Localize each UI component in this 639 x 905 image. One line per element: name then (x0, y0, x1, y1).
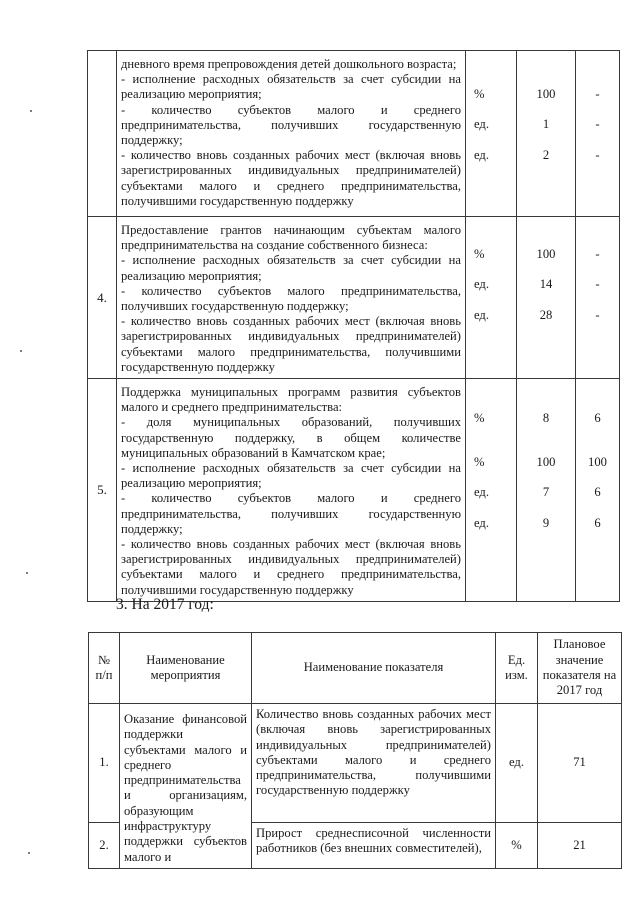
row-description (117, 217, 466, 379)
row-number: 1. (89, 704, 120, 823)
scan-speck (20, 350, 22, 352)
value-b: - (595, 277, 600, 292)
header-unit: Ед. изм. (496, 633, 538, 704)
table-row (88, 51, 620, 217)
value-cell (517, 379, 576, 602)
value-cell (576, 379, 620, 602)
row-number: 2. (89, 823, 120, 869)
unit-value: % (474, 455, 485, 470)
description-paragraph: - количество вновь созданных рабочих мест (включая вновь зарегистрированных индивидуальных предпринимателей) субъектами малого и среднего предпринимательства, получившими государственную поддержку (121, 148, 461, 208)
description-paragraph: - количество субъектов малого и среднего предпринимательства, получивших государственную поддержку; (121, 491, 461, 536)
indicator-name: Прирост среднесписочной численности работников (без внешних совместителей), (252, 823, 496, 869)
description-paragraph: - доля муниципальных образований, получивших государственную поддержку, в общем количестве муниципальных образований в Камчатском крае; (121, 415, 461, 460)
table-row (88, 217, 620, 379)
unit-value: ед. (474, 307, 489, 322)
unit-value: % (474, 87, 485, 101)
value-b: - (595, 247, 600, 261)
table-row (89, 704, 622, 823)
plan-value: 71 (538, 704, 622, 823)
value-b: 6 (594, 411, 601, 426)
description-paragraph: - исполнение расходных обязательств за счет субсидии на реализацию мероприятия; (121, 253, 461, 283)
row-number: 5. (88, 379, 117, 602)
row-number: 4. (88, 217, 117, 379)
value-b: - (595, 147, 600, 162)
row-description (117, 379, 466, 602)
row-number (88, 51, 117, 217)
description-paragraph: - исполнение расходных обязательств за счет субсидии на реализацию мероприятия; (121, 72, 461, 102)
table-row (88, 379, 620, 602)
value-a: 9 (542, 515, 550, 530)
value-a: 7 (542, 485, 550, 500)
value-b: 100 (588, 455, 607, 470)
value-b: - (595, 307, 600, 322)
unit-value: ед. (474, 485, 489, 500)
description-paragraph: - количество вновь созданных рабочих мест (включая вновь зарегистрированных индивидуальных предпринимателей) субъектами малого и среднего предпринимательства, получившими государственную поддержку (121, 537, 461, 597)
unit-cell (466, 51, 517, 217)
value-a: 14 (539, 277, 553, 292)
value-cell (517, 51, 576, 217)
section-heading: 3. На 2017 год: (116, 596, 214, 613)
header-event: Наименование мероприятия (120, 633, 252, 704)
header-indicator: Наименование показателя (252, 633, 496, 704)
value-cell (576, 217, 620, 379)
header-number: № п/п (89, 633, 120, 704)
indicator-name: Количество вновь созданных рабочих мест (включая вновь зарегистрированных индивидуальных предпринимателей) субъектами малого и среднего предпринимательства, получившими государственную поддержку (252, 704, 496, 823)
value-a: 100 (536, 247, 556, 261)
description-paragraph: - количество субъектов малого предпринимательства, получивших государственную поддержку; (121, 283, 461, 314)
value-a: 28 (539, 307, 553, 322)
value-b: - (595, 117, 600, 132)
table-header-row (89, 633, 622, 704)
description-paragraph: - исполнение расходных обязательств за счет субсидии на реализацию мероприятия; (121, 461, 461, 491)
unit-value: ед. (474, 147, 489, 162)
plan-value: 21 (538, 823, 622, 869)
scan-speck (30, 110, 32, 112)
header-plan: Плановое значение показателя на 2017 год (538, 633, 622, 704)
description-paragraph: - количество субъектов малого и среднего предпринимательства, получивших государственную поддержку; (121, 102, 461, 148)
unit-cell (466, 217, 517, 379)
unit-value: ед. (474, 277, 489, 292)
description-paragraph: Предоставление грантов начинающим субъектам малого предпринимательства на создание собственного бизнеса: (121, 223, 461, 253)
scan-speck (28, 852, 30, 854)
event-name: Оказание финансовой поддержки субъектами малого и среднего предпринимательства и организациям, образующим инфраструктуру поддержки субъектов малого и (120, 704, 252, 869)
value-cell (576, 51, 620, 217)
unit-value: ед. (474, 515, 489, 530)
value-b: 6 (594, 515, 601, 530)
description-paragraph: дневного время препровождения детей дошкольного возраста; (121, 57, 457, 71)
value-a: 100 (536, 455, 556, 470)
scan-speck (26, 572, 28, 574)
value-a: 2 (542, 147, 550, 162)
description-paragraph: - количество вновь созданных рабочих мест (включая вновь зарегистрированных индивидуальных предпринимателей) субъектами малого предпринимательства, получившими государственную поддержку (121, 314, 461, 374)
value-a: 8 (542, 411, 550, 426)
description-paragraph: Поддержка муниципальных программ развития субъектов малого и среднего предпринимательства: (121, 385, 461, 415)
value-b: - (595, 87, 600, 101)
indicators-table-2016 (87, 50, 620, 602)
unit-value: ед. (474, 117, 489, 132)
value-cell (517, 217, 576, 379)
value-a: 1 (542, 117, 550, 132)
indicators-table-2017 (88, 632, 622, 869)
unit-value: % (474, 411, 485, 426)
unit-value: ед. (496, 704, 538, 823)
unit-value: % (474, 247, 485, 261)
unit-value: % (496, 823, 538, 869)
value-a: 100 (536, 87, 556, 101)
row-description (117, 51, 466, 217)
value-b: 6 (594, 485, 601, 500)
unit-cell (466, 379, 517, 602)
